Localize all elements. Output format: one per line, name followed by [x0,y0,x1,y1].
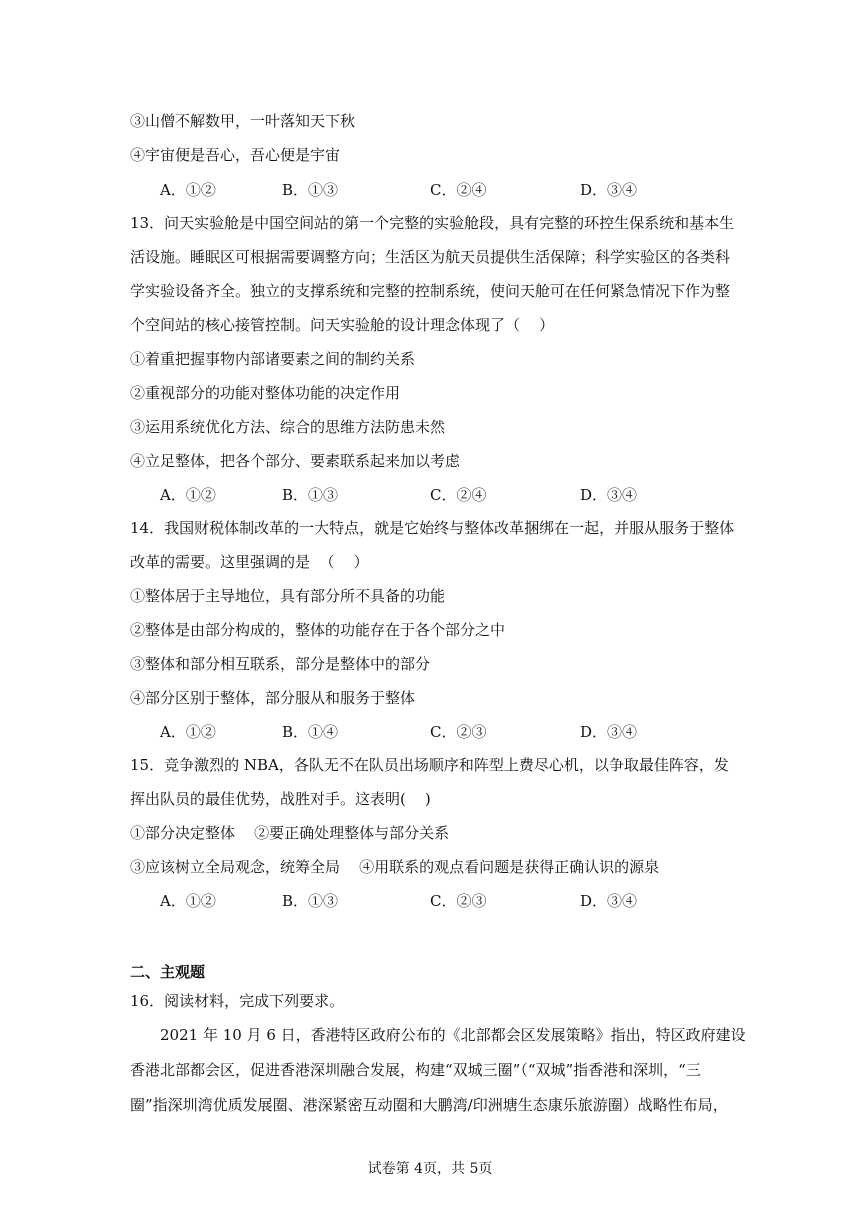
question-13-stem-line: 个空间站的核心接管控制。问天实验舱的设计理念体现了（ ） [130,316,555,334]
option-b: B．①③ [282,892,339,910]
question-13-stem-line: 学实验设备齐全。独立的支撑系统和完整的控制系统，使问天舱可在任何紧急情况下作为整 [130,282,731,300]
material-line: 圈”指深圳湾优质发展圈、港深紧密互动圈和大鹏湾/印洲塘生态康乐旅游圈）战略性布局， [130,1096,728,1114]
question-14-item: ④部分区别于整体，部分服从和服务于整体 [130,689,416,707]
question-14-stem-line: 14．我国财税体制改革的一大特点，就是它始终与整体改革捆绑在一起，并服从服务于整体 [130,519,735,537]
option-d: D．③④ [580,181,638,199]
option-a: A．①② [160,486,216,504]
option-c: C．②③ [430,892,487,910]
answer-options [160,180,720,200]
material-line: 香港北部都会区，促进香港深圳融合发展，构建“双城三圈”（“双城”指香港和深圳，“三 [130,1061,701,1079]
option-d: D．③④ [580,723,638,741]
option-d: D．③④ [580,892,638,910]
option-c: C．②③ [430,723,487,741]
question-15-stem-line: 15．竞争激烈的 NBA，各队无不在队员出场顺序和阵型上费尽心机，以争取最佳阵容，发 [130,756,729,774]
question-14-item: ②整体是由部分构成的，整体的功能存在于各个部分之中 [130,621,506,639]
question-15-options [160,891,720,911]
page-footer: 试卷第 4页，共 5页 [367,1161,493,1177]
option-d: D．③④ [580,486,638,504]
question-14-item: ③整体和部分相互联系，部分是整体中的部分 [130,655,431,673]
question-13-stem-line: 活设施。睡眠区可根据需要调整方向；生活区为航天员提供生活保障；科学实验区的各类科 [130,248,731,266]
question-13-item: ③运用系统优化方法、综合的思维方法防患未然 [130,418,446,436]
question-14-options [160,722,720,742]
option-item: ③山僧不解数甲，一叶落知天下秋 [130,112,356,130]
option-item: ④宇宙便是吾心，吾心便是宇宙 [130,146,341,164]
option-a: A．①② [160,181,216,199]
question-13-options [160,485,720,505]
option-a: A．①② [160,892,216,910]
question-15-item: ①部分决定整体 ②要正确处理整体与部分关系 [130,824,450,842]
option-a: A．①② [160,723,216,741]
option-c: C．②④ [430,181,487,199]
question-16-stem: 16．阅读材料，完成下列要求。 [130,992,345,1010]
question-14-stem-line: 改革的需要。这里强调的是 （ ） [130,553,369,571]
question-13-item: ①着重把握事物内部诸要素之间的制约关系 [130,350,416,368]
question-13-stem-line: 13．问天实验舱是中国空间站的第一个完整的实验舱段，具有完整的环控生保系统和基本生 [130,214,735,232]
option-b: B．①③ [282,486,339,504]
option-c: C．②④ [430,486,487,504]
question-15-item: ③应该树立全局观念，统筹全局 ④用联系的观点看问题是获得正确认识的源泉 [130,858,660,876]
question-14-item: ①整体居于主导地位，具有部分所不具备的功能 [130,587,446,605]
option-b: B．①④ [282,723,339,741]
question-13-item: ②重视部分的功能对整体功能的决定作用 [130,384,401,402]
question-15-stem-line: 挥出队员的最佳优势，战胜对手。这表明( ) [130,790,431,808]
option-b: B．①③ [282,181,339,199]
question-13-item: ④立足整体，把各个部分、要素联系起来加以考虑 [130,452,461,470]
section-title: 二、主观题 [130,963,206,981]
material-line: 2021 年 10 月 6 日，香港特区政府公布的《北部都会区发展策略》指出，特区政府建设 [160,1026,746,1044]
